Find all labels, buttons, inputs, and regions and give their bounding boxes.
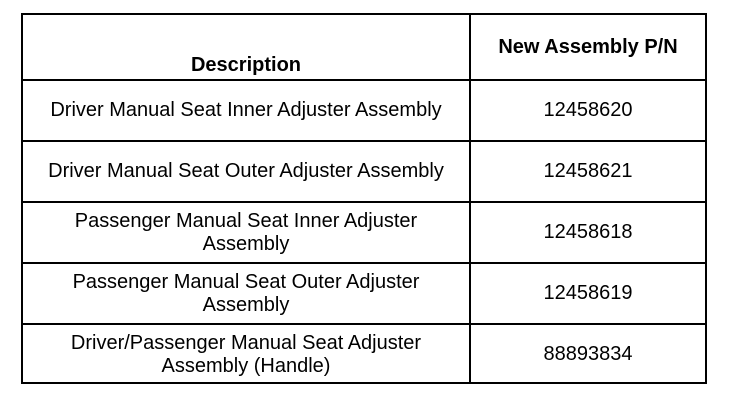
description-cell: Driver Manual Seat Inner Adjuster Assembly bbox=[23, 80, 470, 141]
table-row bbox=[23, 141, 705, 202]
parts-table bbox=[23, 15, 705, 384]
description-cell: Passenger Manual Seat Inner Adjuster Assembly bbox=[23, 202, 470, 263]
part-number-cell: 12458618 bbox=[470, 202, 705, 263]
table-row bbox=[23, 324, 705, 384]
parts-table-frame bbox=[21, 13, 707, 384]
header-row bbox=[23, 15, 705, 80]
part-number-header: New Assembly P/N bbox=[470, 15, 705, 80]
description-header: Description bbox=[23, 15, 470, 80]
description-cell: Driver/Passenger Manual Seat Adjuster Assembly (Handle) bbox=[23, 324, 470, 384]
part-number-cell: 88893834 bbox=[470, 324, 705, 384]
table-row bbox=[23, 202, 705, 263]
table-row bbox=[23, 263, 705, 324]
table-row bbox=[23, 80, 705, 141]
description-cell: Driver Manual Seat Outer Adjuster Assembly bbox=[23, 141, 470, 202]
part-number-cell: 12458621 bbox=[470, 141, 705, 202]
description-cell: Passenger Manual Seat Outer Adjuster Assembly bbox=[23, 263, 470, 324]
part-number-cell: 12458620 bbox=[470, 80, 705, 141]
part-number-cell: 12458619 bbox=[470, 263, 705, 324]
